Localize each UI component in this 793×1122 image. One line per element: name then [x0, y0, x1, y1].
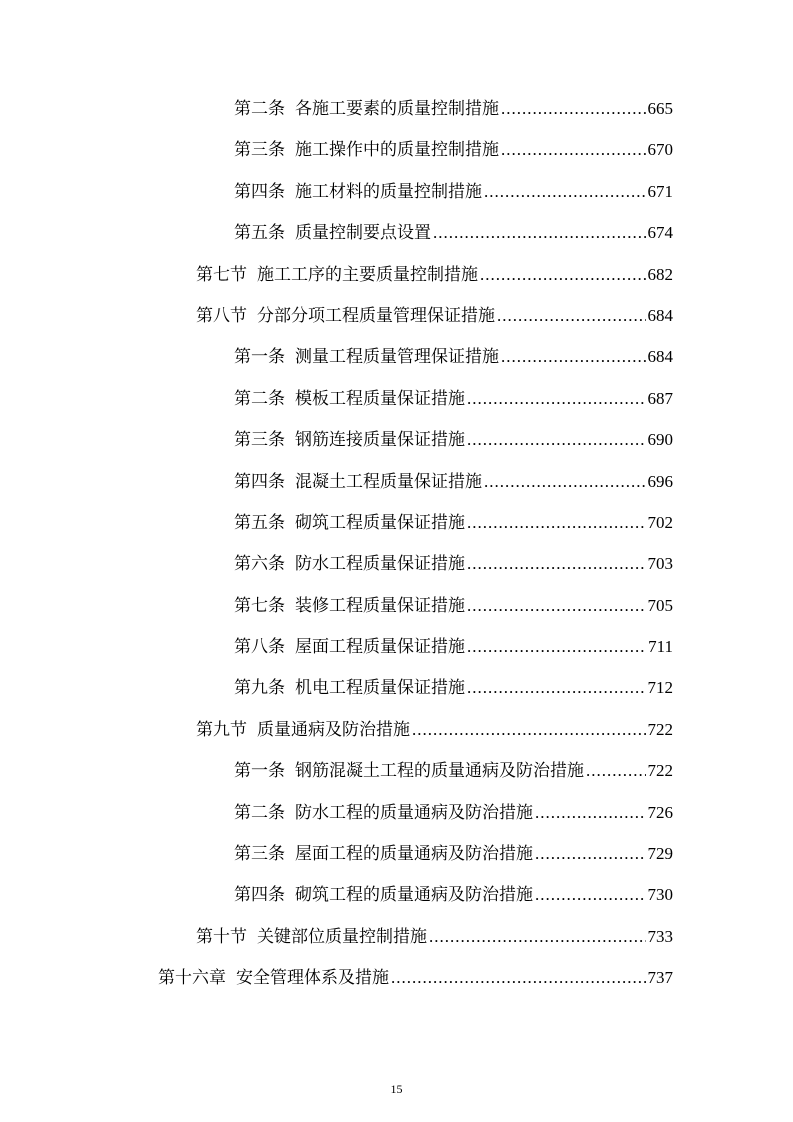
- toc-entry-page: 712: [647, 678, 673, 698]
- toc-entry-page: 729: [647, 844, 673, 864]
- toc-entry[interactable]: [0, 378, 793, 419]
- toc-entry-title: 质量控制要点设置: [295, 223, 431, 244]
- toc-entry-page: 690: [647, 430, 673, 450]
- toc-dot-leader: [429, 916, 646, 957]
- toc-entry-title: 防水工程质量保证措施: [295, 554, 465, 575]
- toc-entry[interactable]: [0, 419, 793, 460]
- toc-entry[interactable]: [0, 833, 793, 874]
- toc-entry-page: 705: [647, 595, 673, 615]
- toc-dot-leader: [535, 833, 646, 874]
- toc-entry-page: 726: [647, 802, 673, 822]
- toc-entry[interactable]: [0, 212, 793, 253]
- toc-entry-title: 钢筋混凝土工程的质量通病及防治措施: [295, 761, 584, 782]
- toc-dot-leader: [501, 129, 646, 170]
- toc-dot-leader: [412, 709, 646, 750]
- toc-entry[interactable]: [0, 461, 793, 502]
- toc-entry[interactable]: [0, 792, 793, 833]
- toc-entry-page: 703: [647, 554, 673, 574]
- toc-entry[interactable]: [0, 129, 793, 170]
- toc-entry[interactable]: [0, 585, 793, 626]
- toc-entry-page: 722: [647, 719, 673, 739]
- toc-entry-page: 670: [647, 140, 673, 160]
- toc-entry[interactable]: [0, 667, 793, 708]
- toc-dot-leader: [501, 88, 646, 129]
- toc-dot-leader: [484, 171, 646, 212]
- toc-entry-label: 第八条: [234, 637, 285, 658]
- toc-entry-page: 671: [647, 181, 673, 201]
- toc-entry-page: 737: [647, 968, 673, 988]
- toc-entry-label: 第十节: [196, 926, 247, 947]
- toc-entry-page: 682: [647, 264, 673, 284]
- toc-dot-leader: [467, 667, 646, 708]
- toc-entry-label: 第九节: [196, 719, 247, 740]
- table-of-contents: [0, 88, 793, 999]
- toc-entry[interactable]: [0, 874, 793, 915]
- toc-entry[interactable]: [0, 254, 793, 295]
- toc-dot-leader: [484, 461, 646, 502]
- toc-entry-title: 分部分项工程质量管理保证措施: [257, 305, 495, 326]
- toc-entry-title: 装修工程质量保证措施: [295, 595, 465, 616]
- toc-entry-label: 第二条: [234, 388, 285, 409]
- toc-entry-page: 696: [647, 471, 673, 491]
- toc-entry-page: 722: [647, 761, 673, 781]
- toc-dot-leader: [467, 419, 646, 460]
- toc-dot-leader: [480, 254, 646, 295]
- toc-entry-title: 质量通病及防治措施: [257, 719, 410, 740]
- toc-entry-title: 混凝土工程质量保证措施: [295, 471, 482, 492]
- toc-entry-label: 第一条: [234, 761, 285, 782]
- toc-entry-label: 第四条: [234, 181, 285, 202]
- toc-entry[interactable]: [0, 502, 793, 543]
- toc-entry-label: 第二条: [234, 99, 285, 119]
- toc-dot-leader: [467, 378, 646, 419]
- toc-entry-label: 第三条: [234, 140, 285, 161]
- toc-entry-label: 第一条: [234, 347, 285, 368]
- toc-entry[interactable]: [0, 709, 793, 750]
- toc-entry-page: 684: [647, 305, 673, 325]
- toc-dot-leader: [535, 874, 646, 915]
- toc-dot-leader: [391, 957, 646, 998]
- toc-entry-page: 674: [647, 223, 673, 243]
- toc-dot-leader: [467, 585, 646, 626]
- toc-dot-leader: [497, 295, 646, 336]
- toc-entry-title: 施工材料的质量控制措施: [295, 181, 482, 202]
- toc-entry[interactable]: [0, 916, 793, 957]
- toc-entry-title: 钢筋连接质量保证措施: [295, 430, 465, 451]
- toc-dot-leader: [467, 502, 646, 543]
- toc-entry-title: 关键部位质量控制措施: [257, 926, 427, 947]
- toc-entry-title: 屋面工程质量保证措施: [295, 637, 465, 658]
- toc-entry-label: 第二条: [234, 802, 285, 823]
- toc-entry[interactable]: [0, 750, 793, 791]
- toc-entry[interactable]: [0, 171, 793, 212]
- toc-entry-label: 第四条: [234, 885, 285, 906]
- toc-entry[interactable]: [0, 543, 793, 584]
- toc-entry-title: 测量工程质量管理保证措施: [295, 347, 499, 368]
- toc-entry-label: 第三条: [234, 430, 285, 451]
- toc-entry-title: 砌筑工程的质量通病及防治措施: [295, 885, 533, 906]
- toc-entry[interactable]: [0, 336, 793, 377]
- toc-entry-label: 第三条: [234, 844, 285, 865]
- toc-entry-label: 第十六章: [158, 968, 226, 989]
- page-number: 15: [390, 1082, 403, 1096]
- toc-entry[interactable]: [0, 957, 793, 998]
- toc-dot-leader: [433, 212, 646, 253]
- toc-dot-leader: [586, 750, 646, 791]
- toc-entry-page: 665: [647, 99, 673, 118]
- toc-entry-title: 机电工程质量保证措施: [295, 678, 465, 699]
- toc-dot-leader: [535, 792, 646, 833]
- toc-entry-label: 第六条: [234, 554, 285, 575]
- toc-entry-title: 施工操作中的质量控制措施: [295, 140, 499, 161]
- toc-dot-leader: [467, 626, 646, 667]
- toc-entry-page: 684: [647, 347, 673, 367]
- toc-entry-page: 730: [647, 885, 673, 905]
- toc-entry-title: 模板工程质量保证措施: [295, 388, 465, 409]
- toc-entry-page: 733: [647, 926, 673, 946]
- toc-dot-leader: [501, 336, 646, 377]
- toc-entry-label: 第九条: [234, 678, 285, 699]
- toc-entry-page: 711: [648, 637, 673, 657]
- toc-entry-page: 702: [647, 512, 673, 532]
- toc-entry[interactable]: [0, 626, 793, 667]
- toc-entry[interactable]: [0, 295, 793, 336]
- toc-entry-label: 第四条: [234, 471, 285, 492]
- toc-entry-title: 各施工要素的质量控制措施: [295, 99, 499, 119]
- toc-entry-title: 防水工程的质量通病及防治措施: [295, 802, 533, 823]
- toc-entry-label: 第七条: [234, 595, 285, 616]
- toc-entry-label: 第五条: [234, 223, 285, 244]
- toc-entry-label: 第五条: [234, 512, 285, 533]
- toc-entry-title: 安全管理体系及措施: [236, 968, 389, 989]
- toc-entry-title: 屋面工程的质量通病及防治措施: [295, 844, 533, 865]
- toc-entry-label: 第八节: [196, 305, 247, 326]
- toc-entry-title: 施工工序的主要质量控制措施: [257, 264, 478, 285]
- toc-dot-leader: [467, 543, 646, 584]
- toc-entry-page: 687: [647, 388, 673, 408]
- toc-entry-label: 第七节: [196, 264, 247, 285]
- toc-entry[interactable]: [0, 88, 793, 129]
- toc-entry-title: 砌筑工程质量保证措施: [295, 512, 465, 533]
